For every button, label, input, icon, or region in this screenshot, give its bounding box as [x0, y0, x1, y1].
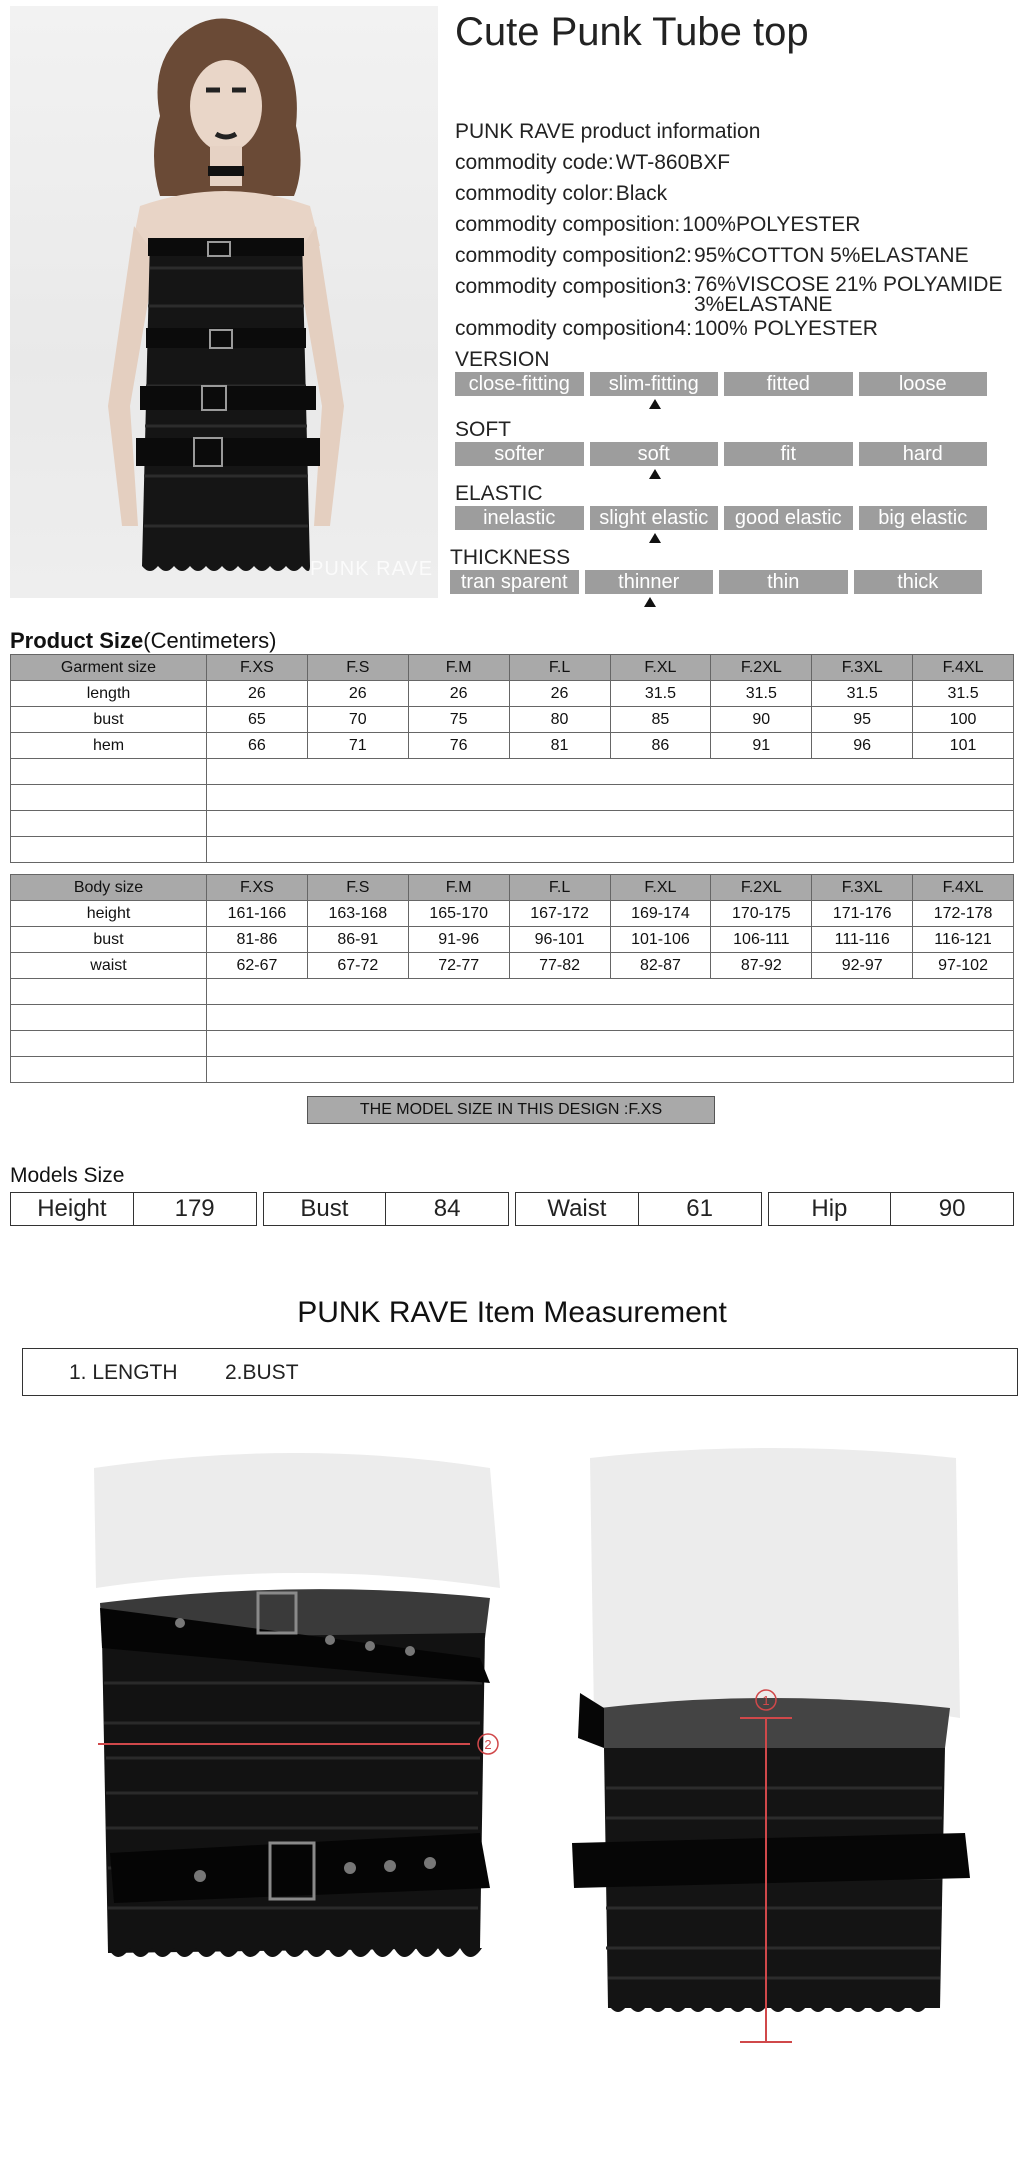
watermark: PUNK RAVE [310, 558, 434, 580]
scale-option: good elastic [724, 506, 853, 530]
scale-thickness [450, 546, 982, 608]
table-row: bust 65 70 75 80 85 90 95 100 [11, 707, 1014, 733]
scale-option: tran sparent [450, 570, 579, 594]
garment-size-table [10, 654, 1014, 863]
scale-option: close-fitting [455, 372, 584, 396]
table-row: hem 66 71 76 81 86 91 96 101 [11, 733, 1014, 759]
body-size-table [10, 874, 1014, 1083]
scale-bar [455, 506, 987, 530]
info-row-color: commodity color: Black [455, 182, 668, 205]
product-size-heading: Product Size(Centimeters) [10, 628, 277, 653]
scale-option: soft [590, 442, 719, 466]
scale-bar [455, 372, 987, 396]
scale-option: hard [859, 442, 988, 466]
info-row-composition2: commodity composition2: 95%COTTON 5%ELASTANE [455, 244, 969, 267]
scale-option: fit [724, 442, 853, 466]
table-row-empty [11, 837, 1014, 863]
measurement-item-bust: 2.BUST [225, 1361, 299, 1384]
scale-selected-arrow-icon [649, 533, 661, 543]
scale-option: thin [719, 570, 848, 594]
info-heading: PUNK RAVE product information [455, 120, 761, 143]
model-illustration [10, 6, 438, 598]
scale-option: softer [455, 442, 584, 466]
scale-name: THICKNESS [450, 546, 571, 569]
scale-selected-arrow-icon [649, 469, 661, 479]
length-marker-label: 1 [762, 1693, 770, 1708]
table-row: height 161-166 163-168 165-170 167-172 169-174 170-175 171-176 172-178 [11, 901, 1014, 927]
scale-option: thinner [585, 570, 714, 594]
table-row: waist 62-67 67-72 72-77 77-82 82-87 87-92 92-97 97-102 [11, 953, 1014, 979]
table-row: bust 81-86 86-91 91-96 96-101 101-106 106-111 111-116 116-121 [11, 927, 1014, 953]
product-info [455, 120, 1015, 348]
scale-option: big elastic [859, 506, 988, 530]
models-size-hip: Hip 90 [768, 1192, 1015, 1226]
garment-front-photo [80, 1448, 520, 2088]
scale-option: slight elastic [590, 506, 719, 530]
models-size-heading: Models Size [10, 1164, 125, 1187]
scale-option: thick [854, 570, 983, 594]
model-size-note: THE MODEL SIZE IN THIS DESIGN :F.XS [307, 1096, 715, 1124]
scale-name: SOFT [455, 418, 511, 441]
info-row-code: commodity code: WT-860BXF [455, 151, 731, 174]
scale-soft [455, 418, 987, 480]
scale-elastic [455, 482, 987, 544]
measurement-legend [22, 1348, 1018, 1396]
measurement-title: PUNK RAVE Item Measurement [297, 1296, 727, 1329]
product-photo-model [10, 6, 438, 598]
table-row: length 26 26 26 26 31.5 31.5 31.5 31.5 [11, 681, 1014, 707]
scale-option: slim-fitting [590, 372, 719, 396]
scale-option: fitted [724, 372, 853, 396]
scale-selected-arrow-icon [649, 399, 661, 409]
bust-marker-label: 2 [484, 1737, 492, 1752]
models-size-height: Height 179 [10, 1192, 257, 1226]
measurement-item-length: 1. LENGTH [69, 1361, 178, 1384]
table-header-row: Garment size F.XS F.S F.M F.L F.XL F.2XL F.3XL F.4XL [11, 655, 1014, 681]
table-row-empty [11, 1005, 1014, 1031]
table-row-empty [11, 979, 1014, 1005]
scale-selected-arrow-icon [644, 597, 656, 607]
product-title: Cute Punk Tube top [455, 10, 809, 54]
scale-option: inelastic [455, 506, 584, 530]
table-row-empty [11, 759, 1014, 785]
info-row-composition3: commodity composition3: 76%VISCOSE 21% POLYAMIDE 3%ELASTANE [455, 273, 1003, 316]
table-row-empty [11, 785, 1014, 811]
table-row-empty [11, 1031, 1014, 1057]
info-row-composition4: commodity composition4: 100% POLYESTER [455, 317, 878, 340]
table-row-empty [11, 1057, 1014, 1083]
table-header-row: Body size F.XS F.S F.M F.L F.XL F.2XL F.3XL F.4XL [11, 875, 1014, 901]
scale-name: VERSION [455, 348, 550, 371]
scale-bar [450, 570, 982, 594]
models-size-row [10, 1192, 1014, 1226]
garment-back-photo [560, 1448, 980, 2088]
scale-option: loose [859, 372, 988, 396]
table-row-empty [11, 811, 1014, 837]
models-size-waist: Waist 61 [515, 1192, 762, 1226]
models-size-bust: Bust 84 [263, 1192, 510, 1226]
scale-name: ELASTIC [455, 482, 543, 505]
scale-version [455, 348, 987, 410]
info-row-composition: commodity composition: 100%POLYESTER [455, 213, 861, 236]
scale-bar [455, 442, 987, 466]
